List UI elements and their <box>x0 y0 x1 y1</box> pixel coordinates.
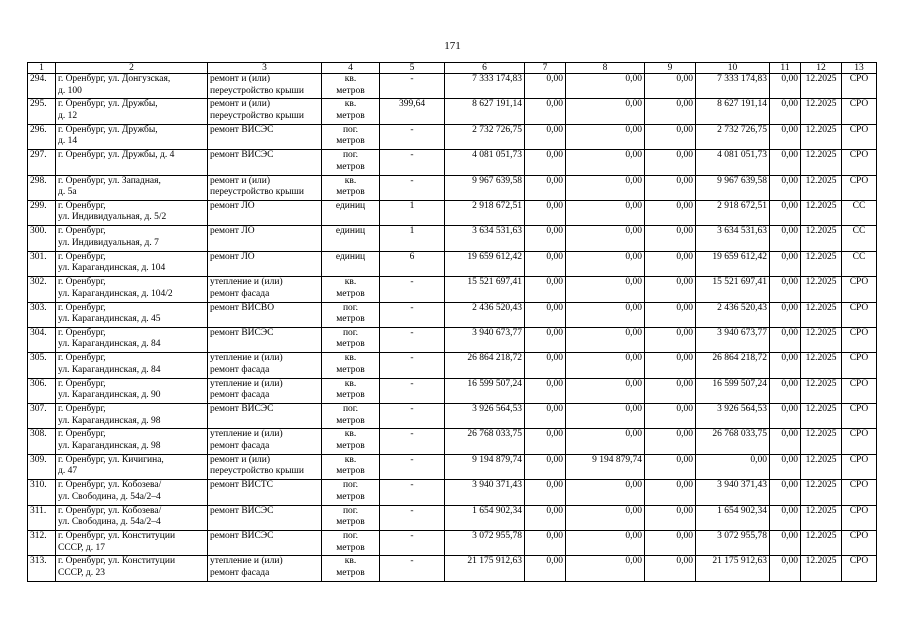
fund-regional-cell: 0,00 <box>566 531 645 556</box>
method-code-cell: СС <box>842 251 877 276</box>
fund-owners-cell: 2 732 726,75 <box>696 124 770 149</box>
row-number: 304. <box>28 327 56 352</box>
fund-owners-cell: 16 599 507,24 <box>696 378 770 403</box>
method-code-cell: СРО <box>842 327 877 352</box>
address-cell: г. Оренбург, ул. Индивидуальная, д. 5/2 <box>56 200 208 225</box>
total-cost-cell: 3 072 955,78 <box>445 531 525 556</box>
fund-other-cell: 0,00 <box>770 327 801 352</box>
fund-owners-cell: 15 521 697,41 <box>696 277 770 302</box>
work-type-cell: ремонт ВИСТС <box>208 480 322 505</box>
total-cost-cell: 7 333 174,83 <box>445 74 525 99</box>
unit-cell: пог. метров <box>322 124 380 149</box>
fund-federal-cell: 0,00 <box>525 454 566 479</box>
row-number: 299. <box>28 200 56 225</box>
volume-cell: - <box>380 124 445 149</box>
row-number: 300. <box>28 226 56 251</box>
fund-local-cell: 0,00 <box>645 251 696 276</box>
work-type-cell: ремонт ЛО <box>208 226 322 251</box>
fund-other-cell: 0,00 <box>770 378 801 403</box>
fund-federal-cell: 0,00 <box>525 150 566 175</box>
fund-owners-cell: 26 864 218,72 <box>696 353 770 378</box>
volume-cell: - <box>380 74 445 99</box>
total-cost-cell: 3 634 531,63 <box>445 226 525 251</box>
completion-date-cell: 12.2025 <box>801 556 842 581</box>
fund-regional-cell: 0,00 <box>566 150 645 175</box>
completion-date-cell: 12.2025 <box>801 429 842 454</box>
fund-owners-cell: 21 175 912,63 <box>696 556 770 581</box>
volume-cell: 1 <box>380 226 445 251</box>
fund-regional-cell: 0,00 <box>566 480 645 505</box>
address-cell: г. Оренбург, ул. Карагандинская, д. 45 <box>56 302 208 327</box>
method-code-cell: СРО <box>842 454 877 479</box>
fund-other-cell: 0,00 <box>770 150 801 175</box>
fund-other-cell: 0,00 <box>770 429 801 454</box>
repair-register-table <box>27 62 877 582</box>
column-header-8: 8 <box>566 63 645 74</box>
completion-date-cell: 12.2025 <box>801 531 842 556</box>
completion-date-cell: 12.2025 <box>801 251 842 276</box>
fund-owners-cell: 7 333 174,83 <box>696 74 770 99</box>
fund-regional-cell: 0,00 <box>566 378 645 403</box>
fund-regional-cell: 0,00 <box>566 353 645 378</box>
fund-other-cell: 0,00 <box>770 404 801 429</box>
fund-regional-cell: 0,00 <box>566 124 645 149</box>
fund-local-cell: 0,00 <box>645 200 696 225</box>
row-number: 303. <box>28 302 56 327</box>
column-header-13: 13 <box>842 63 877 74</box>
row-number: 302. <box>28 277 56 302</box>
work-type-cell: ремонт ВИСЭС <box>208 327 322 352</box>
fund-local-cell: 0,00 <box>645 124 696 149</box>
completion-date-cell: 12.2025 <box>801 404 842 429</box>
unit-cell: пог. метров <box>322 480 380 505</box>
address-cell: г. Оренбург, ул. Карагандинская, д. 98 <box>56 429 208 454</box>
total-cost-cell: 2 918 672,51 <box>445 200 525 225</box>
fund-regional-cell: 0,00 <box>566 226 645 251</box>
fund-owners-cell: 8 627 191,14 <box>696 99 770 124</box>
work-type-cell: ремонт ВИСЭС <box>208 404 322 429</box>
fund-local-cell: 0,00 <box>645 505 696 530</box>
fund-other-cell: 0,00 <box>770 556 801 581</box>
address-cell: г. Оренбург, ул. Карагандинская, д. 84 <box>56 353 208 378</box>
work-type-cell: ремонт ВИСЭС <box>208 531 322 556</box>
fund-federal-cell: 0,00 <box>525 277 566 302</box>
completion-date-cell: 12.2025 <box>801 175 842 200</box>
fund-regional-cell: 0,00 <box>566 175 645 200</box>
fund-local-cell: 0,00 <box>645 74 696 99</box>
fund-federal-cell: 0,00 <box>525 378 566 403</box>
fund-federal-cell: 0,00 <box>525 531 566 556</box>
fund-federal-cell: 0,00 <box>525 226 566 251</box>
row-number: 297. <box>28 150 56 175</box>
volume-cell: - <box>380 480 445 505</box>
address-cell: г. Оренбург, ул. Западная, д. 5а <box>56 175 208 200</box>
address-cell: г. Оренбург, ул. Дружбы, д. 12 <box>56 99 208 124</box>
column-header-6: 6 <box>445 63 525 74</box>
fund-other-cell: 0,00 <box>770 226 801 251</box>
fund-owners-cell: 3 634 531,63 <box>696 226 770 251</box>
table-row <box>28 531 877 556</box>
address-cell: г. Оренбург, ул. Карагандинская, д. 90 <box>56 378 208 403</box>
table-row <box>28 454 877 479</box>
unit-cell: единиц <box>322 251 380 276</box>
fund-owners-cell: 2 918 672,51 <box>696 200 770 225</box>
fund-federal-cell: 0,00 <box>525 99 566 124</box>
unit-cell: пог. метров <box>322 531 380 556</box>
completion-date-cell: 12.2025 <box>801 150 842 175</box>
fund-owners-cell: 9 967 639,58 <box>696 175 770 200</box>
table-row <box>28 124 877 149</box>
row-number: 298. <box>28 175 56 200</box>
fund-owners-cell: 2 436 520,43 <box>696 302 770 327</box>
fund-other-cell: 0,00 <box>770 124 801 149</box>
method-code-cell: СРО <box>842 124 877 149</box>
volume-cell: - <box>380 531 445 556</box>
fund-owners-cell: 4 081 051,73 <box>696 150 770 175</box>
address-cell: г. Оренбург, ул. Кобозева/ ул. Свободина, д. 54а/2–4 <box>56 480 208 505</box>
row-number: 312. <box>28 531 56 556</box>
total-cost-cell: 4 081 051,73 <box>445 150 525 175</box>
address-cell: г. Оренбург, ул. Конституции СССР, д. 17 <box>56 531 208 556</box>
table-row <box>28 429 877 454</box>
address-cell: г. Оренбург, ул. Индивидуальная, д. 7 <box>56 226 208 251</box>
column-header-7: 7 <box>525 63 566 74</box>
total-cost-cell: 2 732 726,75 <box>445 124 525 149</box>
fund-other-cell: 0,00 <box>770 480 801 505</box>
table-row <box>28 277 877 302</box>
row-number: 295. <box>28 99 56 124</box>
fund-regional-cell: 0,00 <box>566 556 645 581</box>
address-cell: г. Оренбург, ул. Кобозева/ ул. Свободина, д. 54а/2–4 <box>56 505 208 530</box>
row-number: 313. <box>28 556 56 581</box>
table-row <box>28 99 877 124</box>
fund-federal-cell: 0,00 <box>525 175 566 200</box>
fund-federal-cell: 0,00 <box>525 353 566 378</box>
column-header-5: 5 <box>380 63 445 74</box>
completion-date-cell: 12.2025 <box>801 99 842 124</box>
method-code-cell: СРО <box>842 480 877 505</box>
fund-federal-cell: 0,00 <box>525 429 566 454</box>
total-cost-cell: 1 654 902,34 <box>445 505 525 530</box>
row-number: 310. <box>28 480 56 505</box>
table-row <box>28 404 877 429</box>
unit-cell: пог. метров <box>322 505 380 530</box>
volume-cell: - <box>380 429 445 454</box>
work-type-cell: ремонт и (или) переустройство крыши <box>208 454 322 479</box>
table-row <box>28 175 877 200</box>
fund-regional-cell: 0,00 <box>566 251 645 276</box>
volume-cell: - <box>380 454 445 479</box>
fund-local-cell: 0,00 <box>645 429 696 454</box>
completion-date-cell: 12.2025 <box>801 124 842 149</box>
completion-date-cell: 12.2025 <box>801 454 842 479</box>
row-number: 294. <box>28 74 56 99</box>
method-code-cell: СРО <box>842 74 877 99</box>
volume-cell: - <box>380 378 445 403</box>
table-row <box>28 556 877 581</box>
completion-date-cell: 12.2025 <box>801 74 842 99</box>
fund-local-cell: 0,00 <box>645 226 696 251</box>
fund-regional-cell: 0,00 <box>566 99 645 124</box>
unit-cell: кв. метров <box>322 454 380 479</box>
work-type-cell: ремонт и (или) переустройство крыши <box>208 74 322 99</box>
column-header-4: 4 <box>322 63 380 74</box>
fund-owners-cell: 19 659 612,42 <box>696 251 770 276</box>
method-code-cell: СРО <box>842 353 877 378</box>
table-row <box>28 327 877 352</box>
fund-regional-cell: 9 194 879,74 <box>566 454 645 479</box>
fund-local-cell: 0,00 <box>645 175 696 200</box>
method-code-cell: СРО <box>842 150 877 175</box>
work-type-cell: ремонт и (или) переустройство крыши <box>208 175 322 200</box>
column-header-3: 3 <box>208 63 322 74</box>
volume-cell: - <box>380 327 445 352</box>
total-cost-cell: 9 194 879,74 <box>445 454 525 479</box>
fund-regional-cell: 0,00 <box>566 74 645 99</box>
work-type-cell: ремонт ЛО <box>208 200 322 225</box>
fund-owners-cell: 3 072 955,78 <box>696 531 770 556</box>
fund-local-cell: 0,00 <box>645 327 696 352</box>
fund-federal-cell: 0,00 <box>525 124 566 149</box>
total-cost-cell: 9 967 639,58 <box>445 175 525 200</box>
volume-cell: - <box>380 353 445 378</box>
fund-other-cell: 0,00 <box>770 175 801 200</box>
address-cell: г. Оренбург, ул. Карагандинская, д. 98 <box>56 404 208 429</box>
unit-cell: кв. метров <box>322 74 380 99</box>
column-header-9: 9 <box>645 63 696 74</box>
method-code-cell: СРО <box>842 378 877 403</box>
method-code-cell: СРО <box>842 175 877 200</box>
fund-local-cell: 0,00 <box>645 480 696 505</box>
fund-other-cell: 0,00 <box>770 200 801 225</box>
unit-cell: единиц <box>322 226 380 251</box>
fund-regional-cell: 0,00 <box>566 327 645 352</box>
total-cost-cell: 26 864 218,72 <box>445 353 525 378</box>
completion-date-cell: 12.2025 <box>801 480 842 505</box>
fund-other-cell: 0,00 <box>770 74 801 99</box>
unit-cell: кв. метров <box>322 175 380 200</box>
fund-other-cell: 0,00 <box>770 505 801 530</box>
table-body <box>28 74 877 582</box>
row-number: 296. <box>28 124 56 149</box>
total-cost-cell: 21 175 912,63 <box>445 556 525 581</box>
unit-cell: пог. метров <box>322 150 380 175</box>
volume-cell: - <box>380 556 445 581</box>
table-row <box>28 302 877 327</box>
address-cell: г. Оренбург, ул. Донгузская, д. 100 <box>56 74 208 99</box>
fund-local-cell: 0,00 <box>645 404 696 429</box>
column-header-1: 1 <box>28 63 56 74</box>
fund-owners-cell: 3 940 371,43 <box>696 480 770 505</box>
method-code-cell: СРО <box>842 531 877 556</box>
row-number: 301. <box>28 251 56 276</box>
total-cost-cell: 15 521 697,41 <box>445 277 525 302</box>
table-row <box>28 505 877 530</box>
volume-cell: 399,64 <box>380 99 445 124</box>
table-row <box>28 378 877 403</box>
work-type-cell: ремонт ВИСВО <box>208 302 322 327</box>
unit-cell: единиц <box>322 200 380 225</box>
unit-cell: кв. метров <box>322 429 380 454</box>
total-cost-cell: 3 926 564,53 <box>445 404 525 429</box>
address-cell: г. Оренбург, ул. Карагандинская, д. 84 <box>56 327 208 352</box>
volume-cell: - <box>380 150 445 175</box>
page-number: 171 <box>444 40 461 52</box>
total-cost-cell: 16 599 507,24 <box>445 378 525 403</box>
work-type-cell: ремонт и (или) переустройство крыши <box>208 99 322 124</box>
unit-cell: пог. метров <box>322 302 380 327</box>
volume-cell: - <box>380 277 445 302</box>
method-code-cell: СРО <box>842 302 877 327</box>
fund-federal-cell: 0,00 <box>525 251 566 276</box>
work-type-cell: ремонт ВИСЭС <box>208 124 322 149</box>
column-header-11: 11 <box>770 63 801 74</box>
column-number-row <box>28 63 877 74</box>
total-cost-cell: 19 659 612,42 <box>445 251 525 276</box>
completion-date-cell: 12.2025 <box>801 378 842 403</box>
total-cost-cell: 2 436 520,43 <box>445 302 525 327</box>
total-cost-cell: 26 768 033,75 <box>445 429 525 454</box>
completion-date-cell: 12.2025 <box>801 505 842 530</box>
work-type-cell: ремонт ЛО <box>208 251 322 276</box>
fund-local-cell: 0,00 <box>645 353 696 378</box>
fund-local-cell: 0,00 <box>645 531 696 556</box>
total-cost-cell: 3 940 673,77 <box>445 327 525 352</box>
fund-local-cell: 0,00 <box>645 454 696 479</box>
volume-cell: - <box>380 404 445 429</box>
fund-federal-cell: 0,00 <box>525 480 566 505</box>
method-code-cell: СРО <box>842 404 877 429</box>
completion-date-cell: 12.2025 <box>801 353 842 378</box>
method-code-cell: СС <box>842 200 877 225</box>
total-cost-cell: 8 627 191,14 <box>445 99 525 124</box>
fund-regional-cell: 0,00 <box>566 404 645 429</box>
fund-federal-cell: 0,00 <box>525 327 566 352</box>
fund-owners-cell: 0,00 <box>696 454 770 479</box>
unit-cell: пог. метров <box>322 404 380 429</box>
work-type-cell: утепление и (или) ремонт фасада <box>208 378 322 403</box>
unit-cell: кв. метров <box>322 378 380 403</box>
work-type-cell: утепление и (или) ремонт фасада <box>208 353 322 378</box>
method-code-cell: СС <box>842 226 877 251</box>
fund-regional-cell: 0,00 <box>566 302 645 327</box>
fund-local-cell: 0,00 <box>645 99 696 124</box>
fund-federal-cell: 0,00 <box>525 200 566 225</box>
fund-local-cell: 0,00 <box>645 302 696 327</box>
unit-cell: кв. метров <box>322 277 380 302</box>
volume-cell: 6 <box>380 251 445 276</box>
method-code-cell: СРО <box>842 429 877 454</box>
fund-other-cell: 0,00 <box>770 277 801 302</box>
fund-other-cell: 0,00 <box>770 353 801 378</box>
row-number: 309. <box>28 454 56 479</box>
total-cost-cell: 3 940 371,43 <box>445 480 525 505</box>
fund-local-cell: 0,00 <box>645 378 696 403</box>
fund-federal-cell: 0,00 <box>525 505 566 530</box>
address-cell: г. Оренбург, ул. Карагандинская, д. 104 <box>56 251 208 276</box>
unit-cell: пог. метров <box>322 327 380 352</box>
completion-date-cell: 12.2025 <box>801 226 842 251</box>
fund-federal-cell: 0,00 <box>525 74 566 99</box>
volume-cell: - <box>380 175 445 200</box>
fund-regional-cell: 0,00 <box>566 200 645 225</box>
completion-date-cell: 12.2025 <box>801 277 842 302</box>
fund-owners-cell: 3 926 564,53 <box>696 404 770 429</box>
volume-cell: - <box>380 505 445 530</box>
completion-date-cell: 12.2025 <box>801 327 842 352</box>
column-header-2: 2 <box>56 63 208 74</box>
fund-local-cell: 0,00 <box>645 150 696 175</box>
address-cell: г. Оренбург, ул. Карагандинская, д. 104/2 <box>56 277 208 302</box>
unit-cell: кв. метров <box>322 99 380 124</box>
work-type-cell: утепление и (или) ремонт фасада <box>208 429 322 454</box>
fund-federal-cell: 0,00 <box>525 556 566 581</box>
fund-federal-cell: 0,00 <box>525 302 566 327</box>
work-type-cell: ремонт ВИСЭС <box>208 150 322 175</box>
address-cell: г. Оренбург, ул. Кичигина, д. 47 <box>56 454 208 479</box>
fund-federal-cell: 0,00 <box>525 404 566 429</box>
column-header-12: 12 <box>801 63 842 74</box>
row-number: 307. <box>28 404 56 429</box>
method-code-cell: СРО <box>842 505 877 530</box>
fund-regional-cell: 0,00 <box>566 429 645 454</box>
table-row <box>28 200 877 225</box>
work-type-cell: утепление и (или) ремонт фасада <box>208 556 322 581</box>
table-row <box>28 251 877 276</box>
fund-local-cell: 0,00 <box>645 556 696 581</box>
unit-cell: кв. метров <box>322 353 380 378</box>
fund-owners-cell: 3 940 673,77 <box>696 327 770 352</box>
volume-cell: 1 <box>380 200 445 225</box>
fund-other-cell: 0,00 <box>770 302 801 327</box>
table-row <box>28 74 877 99</box>
table-row <box>28 353 877 378</box>
fund-regional-cell: 0,00 <box>566 277 645 302</box>
row-number: 305. <box>28 353 56 378</box>
fund-other-cell: 0,00 <box>770 99 801 124</box>
work-type-cell: утепление и (или) ремонт фасада <box>208 277 322 302</box>
fund-other-cell: 0,00 <box>770 531 801 556</box>
row-number: 306. <box>28 378 56 403</box>
fund-local-cell: 0,00 <box>645 277 696 302</box>
table-row <box>28 150 877 175</box>
address-cell: г. Оренбург, ул. Дружбы, д. 14 <box>56 124 208 149</box>
completion-date-cell: 12.2025 <box>801 302 842 327</box>
fund-other-cell: 0,00 <box>770 251 801 276</box>
row-number: 311. <box>28 505 56 530</box>
table-row <box>28 480 877 505</box>
volume-cell: - <box>380 302 445 327</box>
work-type-cell: ремонт ВИСЭС <box>208 505 322 530</box>
method-code-cell: СРО <box>842 277 877 302</box>
fund-owners-cell: 1 654 902,34 <box>696 505 770 530</box>
column-header-10: 10 <box>696 63 770 74</box>
fund-other-cell: 0,00 <box>770 454 801 479</box>
row-number: 308. <box>28 429 56 454</box>
method-code-cell: СРО <box>842 556 877 581</box>
fund-owners-cell: 26 768 033,75 <box>696 429 770 454</box>
table-row <box>28 226 877 251</box>
method-code-cell: СРО <box>842 99 877 124</box>
completion-date-cell: 12.2025 <box>801 200 842 225</box>
address-cell: г. Оренбург, ул. Конституции СССР, д. 23 <box>56 556 208 581</box>
unit-cell: кв. метров <box>322 556 380 581</box>
fund-regional-cell: 0,00 <box>566 505 645 530</box>
address-cell: г. Оренбург, ул. Дружбы, д. 4 <box>56 150 208 175</box>
